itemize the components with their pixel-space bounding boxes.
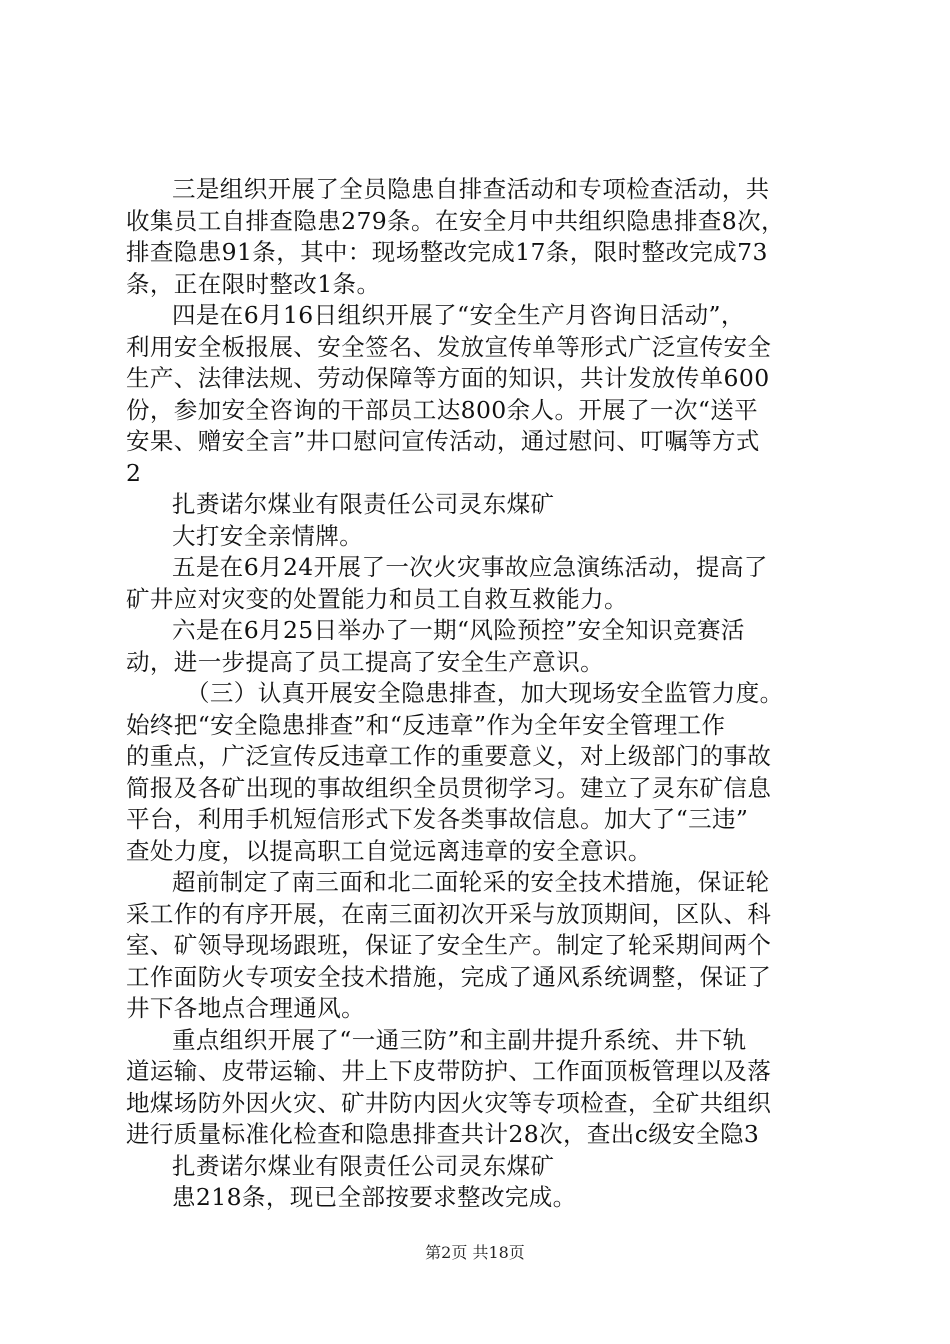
paragraph-line: 条，正在限时整改1条。 (126, 269, 381, 298)
paragraph-line: 井下各地点合理通风。 (126, 994, 365, 1022)
paragraph-line: 采工作的有序开展，在南三面初次开采与放顶期间，区队、科 (126, 899, 772, 928)
paragraph-line: 安果、赠安全言”井口慰问宣传活动，通过慰问、叮嘱等方式 (126, 427, 760, 455)
paragraph-line: 六是在6月25日举办了一期“风险预控”安全知识竞赛活 (172, 616, 745, 644)
paragraph-line: 大打安全亲情牌。 (172, 521, 364, 550)
paragraph-line: 的重点，广泛宣传反违章工作的重要意义，对上级部门的事故 (126, 742, 772, 770)
paragraph-line: 工作面防火专项安全技术措施，完成了通风系统调整，保证了 (126, 962, 772, 991)
paragraph-line: 室、矿领导现场跟班，保证了安全生产。制定了轮采期间两个 (126, 931, 772, 959)
paragraph-line: 简报及各矿出现的事故组织全员贯彻学习。建立了灵东矿信息 (126, 773, 772, 802)
company-header: 扎赉诺尔煤业有限责任公司灵东煤矿 (172, 490, 555, 518)
page-number-marker: 2 (126, 458, 142, 487)
paragraph-line: 四是在6月16日组织开展了“安全生产月咨询日活动”， (172, 301, 745, 329)
document-body (126, 174, 846, 1214)
paragraph-line: 生产、法律法规、劳动保障等方面的知识，共计发放传单600 (126, 364, 770, 392)
paragraph-line: 查处力度，以提高职工自觉远离违章的安全意识。 (126, 836, 652, 865)
paragraph-line: 重点组织开展了“一通三防”和主副井提升系统、井下轨 (172, 1025, 747, 1054)
paragraph-line: 平台，利用手机短信形式下发各类事故信息。加大了“三违” (126, 805, 749, 833)
paragraph-line: 份，参加安全咨询的干部员工达800余人。开展了一次“送平 (126, 395, 759, 424)
company-header: 扎赉诺尔煤业有限责任公司灵东煤矿 (172, 1151, 555, 1180)
paragraph-line: 患218条，现已全部按要求整改完成。 (172, 1183, 577, 1211)
paragraph-line: 三是组织开展了全员隐患自排查活动和专项检查活动，共 (172, 175, 770, 203)
paragraph-line: 进行质量标准化检查和隐患排查共计28次，查出c级安全隐3 (126, 1120, 760, 1148)
paragraph-line: 收集员工自排查隐患279条。在安全月中共组织隐患排查8次， (126, 206, 785, 235)
paragraph-line: 五是在6月24开展了一次火灾事故应急演练活动，提高了 (172, 553, 768, 581)
paragraph-line: 道运输、皮带运输、井上下皮带防护、工作面顶板管理以及落 (126, 1057, 772, 1085)
page-footer: 第2页 共18页 (425, 1243, 525, 1262)
paragraph-line: 矿井应对灾变的处置能力和员工自救互救能力。 (126, 584, 628, 613)
paragraph-line: 地煤场防外因火灾、矿井防内因火灾等专项检查，全矿共组织 (126, 1088, 772, 1117)
paragraph-line: 始终把“安全隐患排查”和“反违章”作为全年安全管理工作 (126, 710, 726, 739)
paragraph-line: 利用安全板报展、安全签名、发放宣传单等形式广泛宣传安全 (126, 332, 772, 361)
paragraph-line: 排查隐患91条，其中：现场整改完成17条，限时整改完成73 (126, 238, 768, 266)
paragraph-line: 超前制定了南三面和北二面轮采的安全技术措施，保证轮 (172, 868, 770, 896)
section-heading: （三）认真开展安全隐患排查，加大现场安全监管力度。 (186, 679, 784, 707)
paragraph-line: 动，进一步提高了员工提高了安全生产意识。 (126, 647, 604, 676)
